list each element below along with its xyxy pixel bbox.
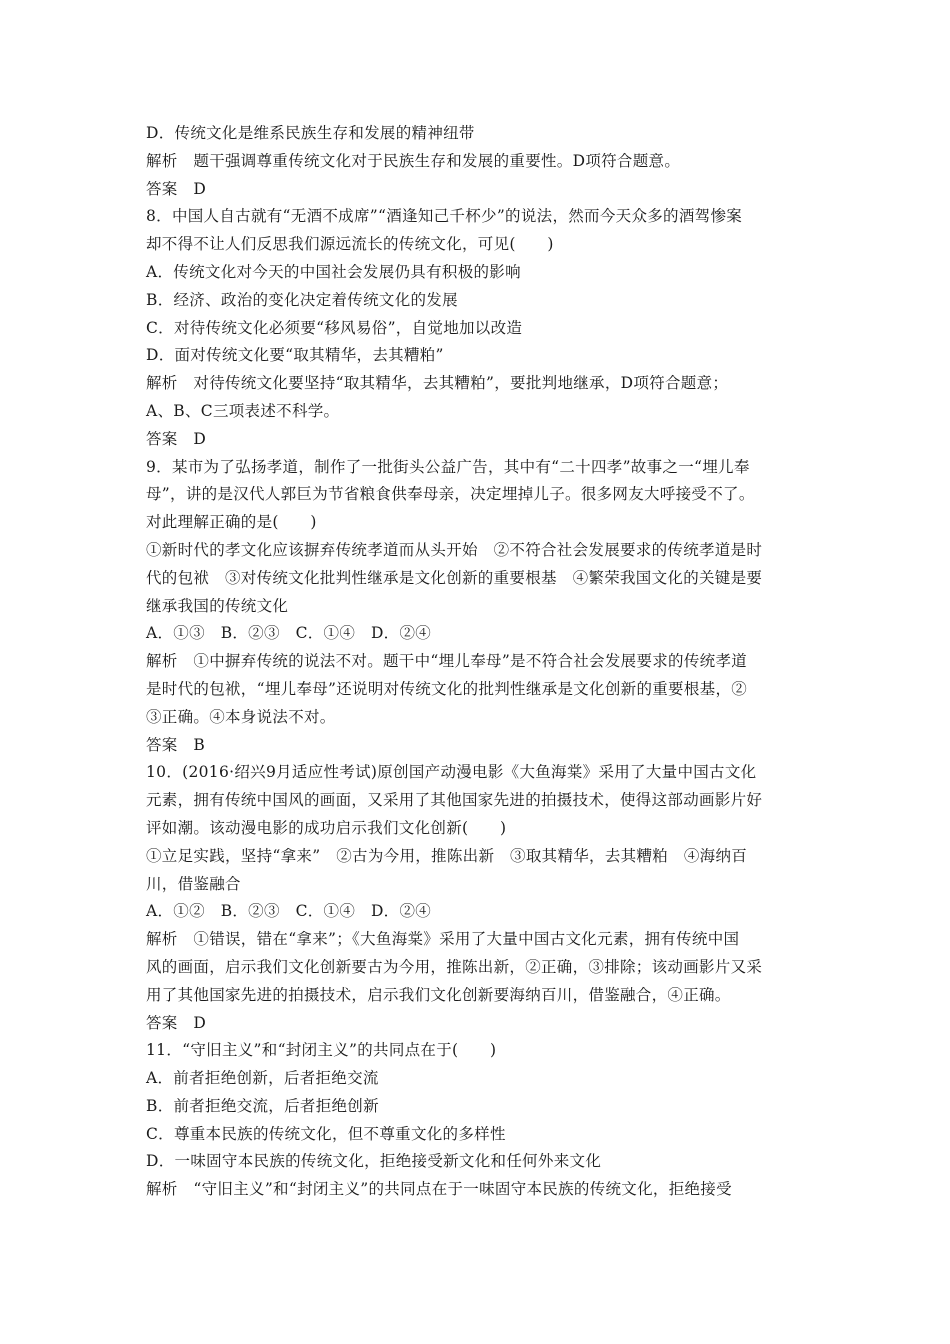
question-8-stem: 8．中国人自古就有“无酒不成席”“酒逢知己千杯少”的说法，然而今天众多的酒驾惨案 bbox=[146, 207, 743, 226]
question-9-options: A．①③ B．②③ C．①④ D．②④ bbox=[146, 624, 432, 643]
question-11-option-c: C．尊重本民族的传统文化，但不尊重文化的多样性 bbox=[146, 1124, 506, 1143]
question-8-analysis: 解析 对待传统文化要坚持“取其精华，去其糟粕”，要批判地继承，D项符合题意； bbox=[146, 374, 729, 393]
question-10-stem: 10．(2016·绍兴9月适应性考试)原创国产动漫电影《大鱼海棠》采用了大量中国古文化 bbox=[146, 763, 757, 782]
question-8-answer: 答案 D bbox=[146, 429, 207, 448]
question-11-option-b: B．前者拒绝交流，后者拒绝创新 bbox=[146, 1096, 379, 1115]
question-10-analysis: 解析 ①错误，错在“拿来”；《大鱼海棠》采用了大量中国古文化元素，拥有传统中国 bbox=[146, 930, 740, 949]
question-11-option-a: A．前者拒绝创新，后者拒绝交流 bbox=[146, 1069, 379, 1088]
option-d-line: D．传统文化是维系民族生存和发展的精神纽带 bbox=[146, 124, 475, 142]
question-10-stem-cont: 元素，拥有传统中国风的画面，又采用了其他国家先进的拍摄技术，使得这部动画影片好 bbox=[146, 791, 763, 810]
question-9-stem: 9．某市为了弘扬孝道，制作了一批街头公益广告，其中有“二十四孝”故事之一“埋儿奉 bbox=[146, 457, 750, 476]
question-10-statements: ①立足实践，坚持“拿来” ②古为今用，推陈出新 ③取其精华，去其糟粕 ④海纳百 bbox=[146, 846, 748, 865]
question-11-stem: 11．“守旧主义”和“封闭主义”的共同点在于( ) bbox=[146, 1041, 497, 1060]
question-10-analysis-cont: 用了其他国家先进的拍摄技术，启示我们文化创新要海纳百川，借鉴融合，④正确。 bbox=[146, 985, 731, 1004]
question-9-statements-cont: 继承我国的传统文化 bbox=[146, 596, 289, 615]
question-9-statements-cont: 代的包袱 ③对传统文化批判性继承是文化创新的重要根基 ④繁荣我国文化的关键是要 bbox=[146, 568, 763, 587]
question-8-stem-cont: 却不得不让人们反思我们源远流长的传统文化，可见( ) bbox=[146, 235, 554, 254]
document-page bbox=[146, 120, 812, 1204]
analysis-line: 解析 题干强调尊重传统文化对于民族生存和发展的重要性。D项符合题意。 bbox=[146, 151, 681, 170]
question-10-options: A．①② B．②③ C．①④ D．②④ bbox=[146, 902, 432, 921]
question-11-option-d: D．一味固守本民族的传统文化，拒绝接受新文化和任何外来文化 bbox=[146, 1152, 602, 1171]
question-9-analysis: 解析 ①中摒弃传统的说法不对。题干中“埋儿奉母”是不符合社会发展要求的传统孝道 bbox=[146, 652, 748, 671]
question-9-analysis-cont: ③正确。④本身说法不对。 bbox=[146, 707, 336, 726]
question-8-option-b: B．经济、政治的变化决定着传统文化的发展 bbox=[146, 290, 458, 309]
question-8-option-a: A．传统文化对今天的中国社会发展仍具有积极的影响 bbox=[146, 262, 521, 281]
question-8-option-c: C．对待传统文化必须要“移风易俗”，自觉地加以改造 bbox=[146, 318, 523, 337]
question-10-stem-cont: 评如潮。该动漫电影的成功启示我们文化创新( ) bbox=[146, 818, 507, 837]
question-9-answer: 答案 B bbox=[146, 735, 206, 754]
question-10-answer: 答案 D bbox=[146, 1013, 207, 1032]
question-9-analysis-cont: 是时代的包袱，“埋儿奉母”还说明对传统文化的批判性继承是文化创新的重要根基，② bbox=[146, 679, 748, 698]
question-9-statements: ①新时代的孝文化应该摒弃传统孝道而从头开始 ②不符合社会发展要求的传统孝道是时 bbox=[146, 540, 763, 559]
question-9-stem-cont: 对此理解正确的是( ) bbox=[146, 513, 317, 532]
question-8-analysis-cont: A、B、C三项表述不科学。 bbox=[146, 401, 340, 420]
question-8-option-d: D．面对传统文化要“取其精华，去其糟粕” bbox=[146, 346, 444, 365]
question-11-analysis: 解析 “守旧主义”和“封闭主义”的共同点在于一味固守本民族的传统文化，拒绝接受 bbox=[146, 1180, 732, 1199]
question-10-analysis-cont: 风的画面，启示我们文化创新要古为今用，推陈出新，②正确，③排除；该动画影片又采 bbox=[146, 957, 763, 976]
answer-line: 答案 D bbox=[146, 179, 207, 198]
question-9-stem-cont: 母”，讲的是汉代人郭巨为节省粮食供奉母亲，决定埋掉儿子。很多网友大呼接受不了。 bbox=[146, 485, 755, 504]
question-10-statements-cont: 川，借鉴融合 bbox=[146, 874, 241, 893]
